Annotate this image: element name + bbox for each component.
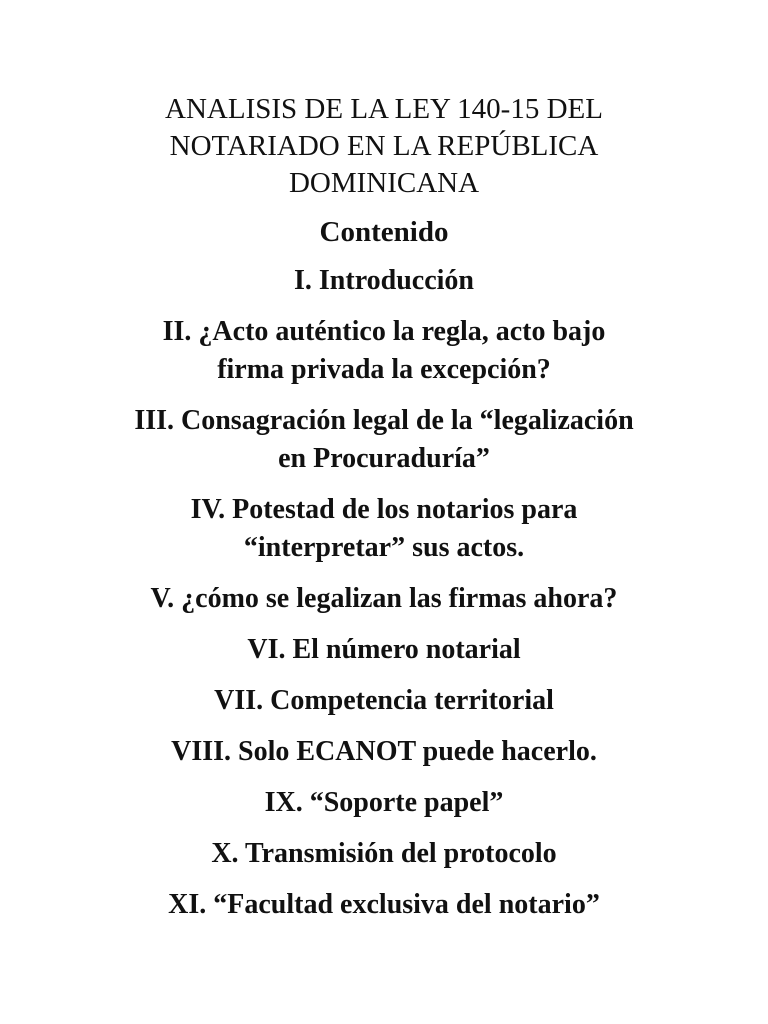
toc-item-line: firma privada la excepción?	[217, 354, 551, 385]
toc-item-line: XI. “Facultad exclusiva del notario”	[168, 889, 600, 920]
toc-item-line: III. Consagración legal de la “legalización	[134, 405, 634, 436]
toc-item-2	[84, 313, 684, 389]
toc-item-line: VII. Competencia territorial	[214, 685, 554, 716]
title-line: ANALISIS DE LA LEY 140-15 DEL	[165, 93, 603, 125]
toc-item-8	[84, 733, 684, 771]
title-line: DOMINICANA	[288, 167, 480, 199]
toc-item-line: II. ¿Acto auténtico la regla, acto bajo	[162, 316, 606, 347]
toc-item-5	[84, 580, 684, 618]
toc-item-4	[84, 491, 684, 567]
toc-item-line: VIII. Solo ECANOT puede hacerlo.	[171, 736, 597, 767]
toc-item-line: VI. El número notarial	[247, 634, 521, 665]
toc-item-line: I. Introducción	[294, 265, 474, 296]
document-title	[84, 91, 684, 202]
toc-item-line: IV. Potestad de los notarios para	[190, 494, 578, 525]
toc-item-7	[84, 682, 684, 720]
toc-item-line: “interpretar” sus actos.	[243, 532, 525, 563]
toc-item-10	[84, 835, 684, 873]
title-line: NOTARIADO EN LA REPÚBLICA	[169, 130, 599, 162]
toc-item-9	[84, 784, 684, 822]
toc-item-line: X. Transmisión del protocolo	[211, 838, 557, 869]
toc-item-1	[84, 262, 684, 300]
toc-item-line: en Procuraduría”	[278, 443, 490, 474]
table-of-contents	[84, 262, 684, 937]
toc-item-6	[84, 631, 684, 669]
toc-item-3	[84, 402, 684, 478]
toc-item-line: V. ¿cómo se legalizan las firmas ahora?	[150, 583, 618, 614]
contents-heading: Contenido	[319, 216, 449, 248]
toc-item-11	[84, 886, 684, 924]
toc-item-line: IX. “Soporte papel”	[264, 787, 504, 818]
